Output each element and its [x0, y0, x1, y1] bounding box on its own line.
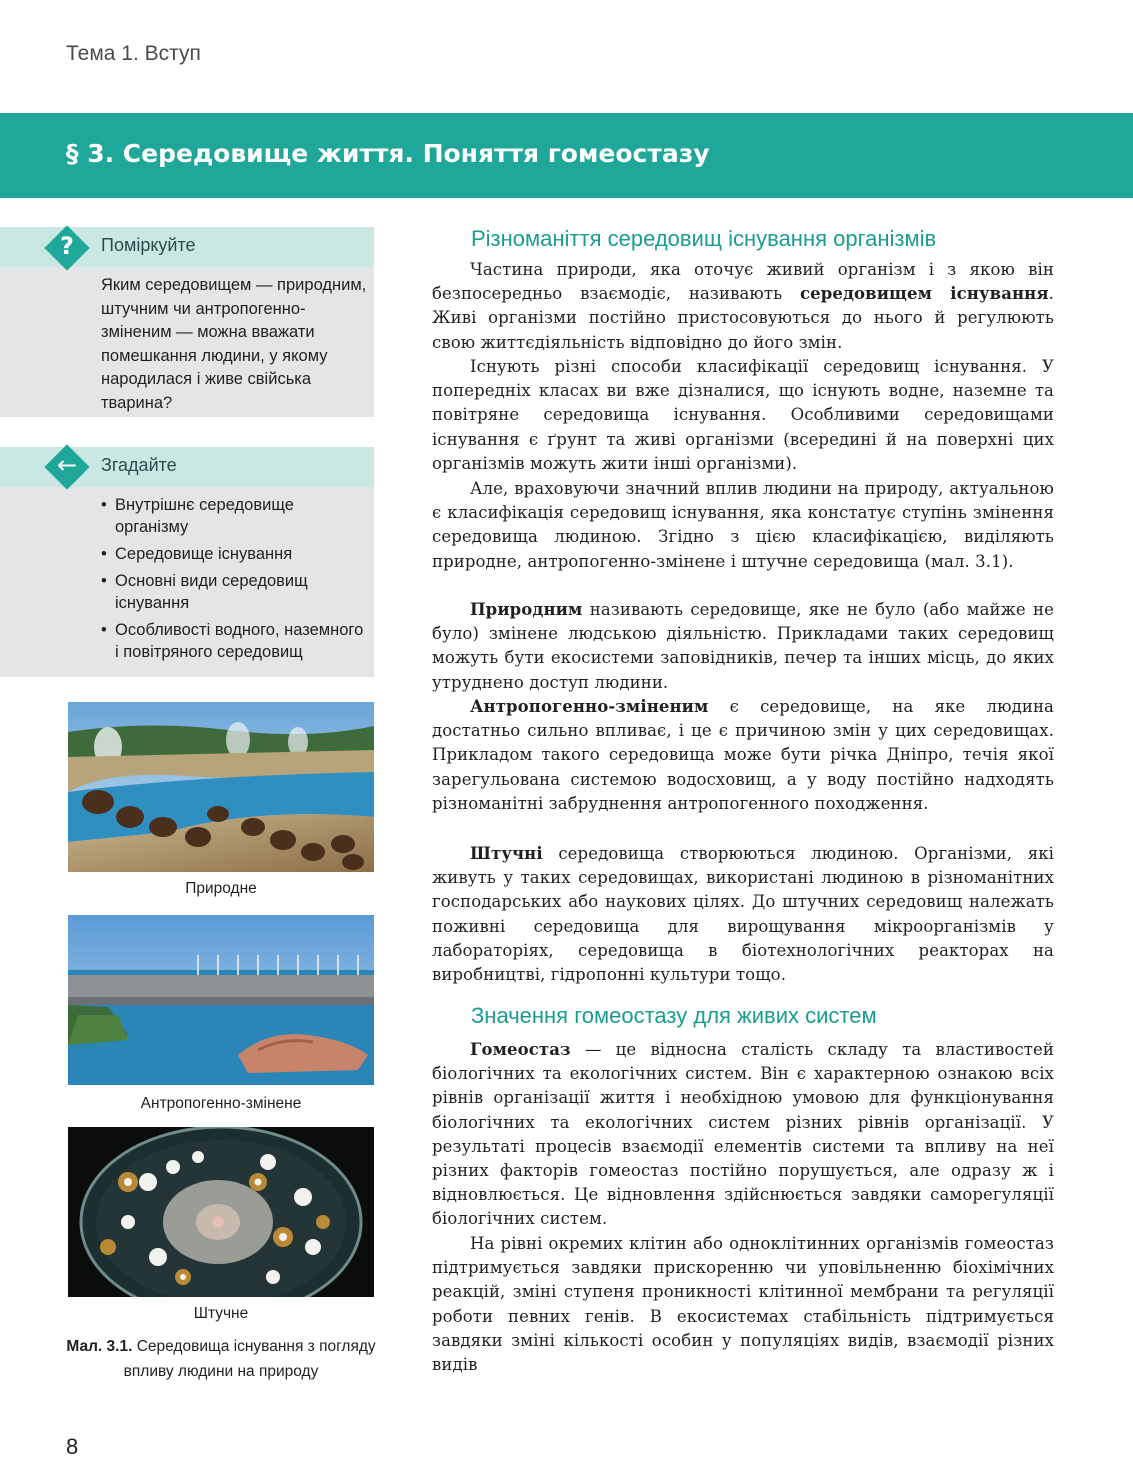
page-number: 8	[66, 1434, 79, 1459]
term-anthropogenic: Антропогенно-зміненим	[470, 697, 709, 716]
topic-header: Тема 1. Вступ	[66, 42, 201, 65]
figure-caption	[60, 1334, 382, 1384]
paragraph-text: називають середовище, яке не було (або майже не було) змінене людською діяльністю. Прикладами таких середовищ можуть бути екосистеми заповідників, печер та інших місць, до яких утруднено доступ людини.	[432, 600, 1054, 692]
paragraph-2: Існують різні способи класифікації середовищ існування. У попередніх класах ви вже дізналися, що існують водне, наземне та повітряне середовища існування. Особливими середовищами існування є ґрунт та живі організми (всередині й на поверхні цих організмів можуть жити інші організми).	[432, 357, 1054, 473]
think-box-label: Поміркуйте	[101, 235, 196, 255]
paragraph-7	[432, 1038, 1054, 1232]
recall-box	[0, 447, 374, 677]
paragraph-8: На рівні окремих клітин або одноклітинних організмів гомеостаз підтримується завдяки прискоренню чи уповільненню біохімічних реакцій, зміні ступеня проникності клітинної мембрани та регуляції роботи певних генів. В екосистемах стабільність підтримується завдяки зміні кількості особин у популяціях видів, взаємодії різних видів	[432, 1234, 1054, 1375]
term-environment: середовищем існування	[799, 284, 1049, 304]
paragraph-6	[432, 842, 1054, 987]
arrow-left-icon: ←	[56, 451, 78, 479]
natural-photo	[68, 702, 374, 872]
recall-box-label: Згадайте	[101, 455, 177, 475]
recall-list	[101, 494, 371, 668]
artificial-caption: Штучне	[193, 1305, 249, 1322]
list-item: • Особливості водного, наземного і повітряного середовищ	[101, 619, 371, 663]
paragraph-text: середовища створюються людиною. Організми, які живуть у таких середовищах, використані людиною в різноманітних господарських або наукових цілях. До штучних середовищ належать поживні середовища для вирощування мікроорганізмів у лабораторіях, середовища в біотехнологічних реакторах на виробництві, гідропонні культури тощо.	[432, 844, 1054, 985]
paragraph-text: — це відносна сталість складу та властивостей біологічних та екологічних систем. Він є характерною ознакою всіх рівнів організації життя і необхідною умовою для функціонування біологічних та екологічних систем різних рівнів організації. У результаті процесів взаємодії елементів системи та впливу на неї різних факторів гомеостаз постійно порушується, але одразу ж і відновлюється. Це відновлення здійснюється завдяки саморегуляції біологічних систем.	[432, 1040, 1054, 1229]
section-title: § 3. Середовище життя. Поняття гомеостазу	[66, 139, 710, 168]
dam-photo	[68, 915, 374, 1085]
anthropogenic-caption: Антропогенно-змінене	[140, 1095, 302, 1112]
term-homeostasis: Гомеостаз	[470, 1040, 571, 1059]
natural-caption: Природне	[185, 880, 257, 897]
paragraph-5	[432, 695, 1054, 816]
term-natural: Природним	[470, 600, 583, 619]
paragraph-text: є середовище, на яке людина достатньо сильно впливає, і це є причиною змін у цих середовищах. Прикладом такого середовища може бути річка Дніпро, течія якої зарегульована системою водосховищ, а у воду постійно надходять різноманітні забруднення антропогенного походження.	[432, 697, 1054, 813]
list-item: • Внутрішнє середовище організму	[101, 494, 371, 538]
paragraph-3: Але, враховуючи значний вплив людини на природу, актуальною є класифікація середовищ існування, яка констатує ступінь змінення середовища людиною. Згідно з цією класифікацією, виділяють природне, антропогенно-змінене і штучне середовища (мал. 3.1).	[432, 479, 1054, 571]
heading-environments: Різноманіття середовищ існування організмів	[471, 226, 937, 251]
petri-dish-photo	[68, 1127, 374, 1297]
figure-caption-text: Середовища існування з погляду впливу людини на природу	[123, 1338, 376, 1380]
list-item: • Середовище існування	[101, 543, 371, 565]
paragraph-1	[432, 258, 1054, 355]
paragraph-text: . Живі організми постійно пристосовуються до нього й регулюють свою життєдіяльність відповідно до його змін.	[432, 284, 1054, 352]
paragraph-4	[432, 598, 1054, 695]
section-banner	[0, 113, 1133, 198]
term-artificial: Штучні	[470, 844, 543, 863]
paragraph-text: Частина природи, яка оточує живий організм і з якою він безпосередньо взаємодіє, називають	[432, 260, 1054, 304]
list-item: • Основні види середовищ існування	[101, 570, 371, 614]
heading-homeostasis: Значення гомеостазу для живих систем	[471, 1003, 877, 1028]
think-question: Яким середовищем — природним, штучним чи антропогенно-зміненим — можна вважати помешкання людини, у якому народилася і живе свійська тварина?	[101, 276, 367, 412]
figure-caption-label: Мал. 3.1.	[66, 1338, 133, 1355]
think-box	[0, 227, 374, 417]
question-mark-icon: ?	[60, 232, 74, 260]
